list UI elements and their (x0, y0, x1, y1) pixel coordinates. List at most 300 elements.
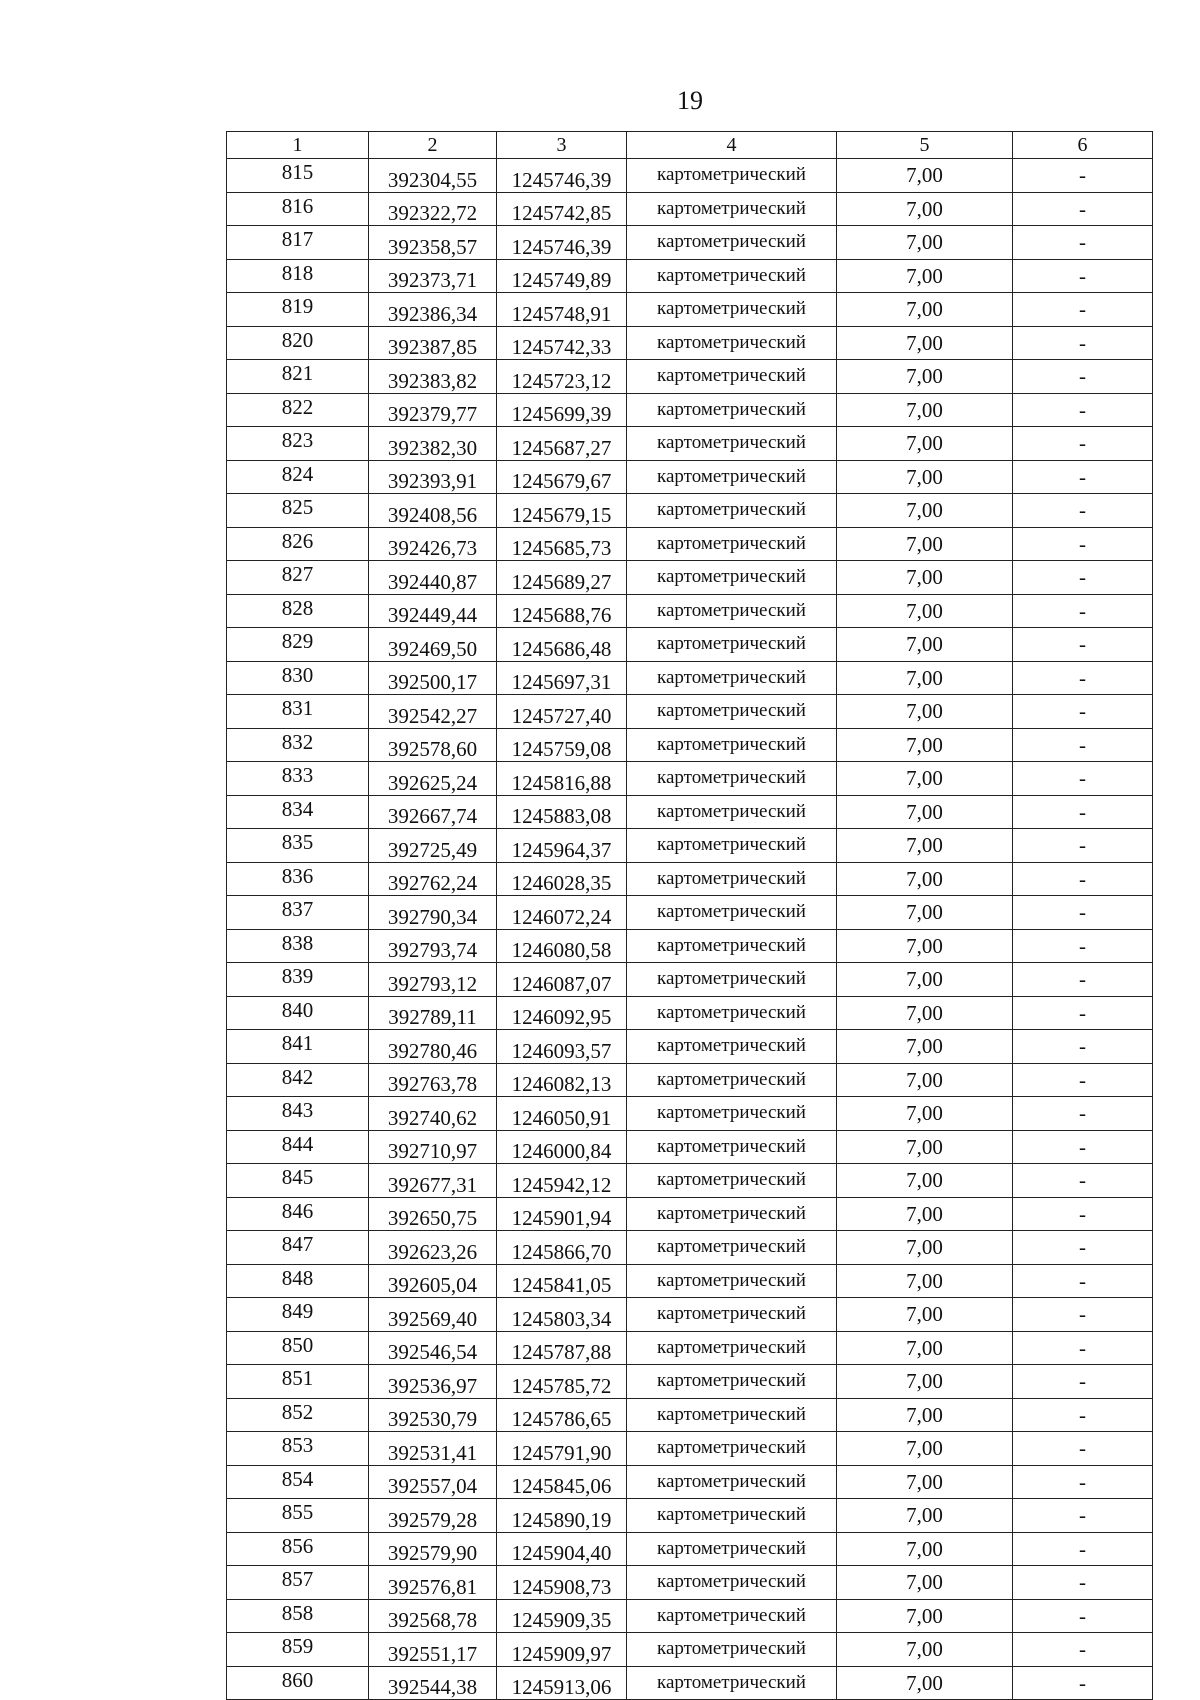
method-cell: картометрический (627, 829, 837, 863)
x-coordinate-cell: 392740,62 (369, 1097, 497, 1131)
table-row (227, 1532, 1153, 1566)
point-number-cell: 839 (227, 963, 369, 997)
note-cell: - (1013, 896, 1153, 930)
y-coordinate-cell: 1245727,40 (497, 695, 627, 729)
y-coordinate-cell: 1245746,39 (497, 226, 627, 260)
method-cell: картометрический (627, 929, 837, 963)
x-coordinate-cell: 392358,57 (369, 226, 497, 260)
note-cell: - (1013, 259, 1153, 293)
point-number-cell: 825 (227, 494, 369, 528)
note-cell: - (1013, 1666, 1153, 1700)
x-coordinate-cell: 392531,41 (369, 1432, 497, 1466)
point-number-cell: 837 (227, 896, 369, 930)
y-coordinate-cell: 1245791,90 (497, 1432, 627, 1466)
table-row (227, 527, 1153, 561)
x-coordinate-cell: 392544,38 (369, 1666, 497, 1700)
y-coordinate-cell: 1245749,89 (497, 259, 627, 293)
point-number-cell: 850 (227, 1331, 369, 1365)
table-row (227, 1465, 1153, 1499)
y-coordinate-cell: 1245890,19 (497, 1499, 627, 1533)
note-cell: - (1013, 326, 1153, 360)
y-coordinate-cell: 1245908,73 (497, 1566, 627, 1600)
x-coordinate-cell: 392623,26 (369, 1231, 497, 1265)
table-row (227, 494, 1153, 528)
page-number: 19 (677, 86, 703, 115)
x-coordinate-cell: 392578,60 (369, 728, 497, 762)
x-coordinate-cell: 392793,12 (369, 963, 497, 997)
y-coordinate-cell: 1245913,06 (497, 1666, 627, 1700)
method-cell: картометрический (627, 896, 837, 930)
accuracy-cell: 7,00 (837, 326, 1013, 360)
note-cell: - (1013, 1231, 1153, 1265)
y-coordinate-cell: 1245759,08 (497, 728, 627, 762)
x-coordinate-cell: 392762,24 (369, 862, 497, 896)
y-coordinate-cell: 1245689,27 (497, 561, 627, 595)
table-row (227, 929, 1153, 963)
table-row (227, 1298, 1153, 1332)
accuracy-cell: 7,00 (837, 226, 1013, 260)
table-header (227, 132, 1153, 159)
method-cell: картометрический (627, 192, 837, 226)
header-cell-3: 3 (497, 132, 627, 159)
method-cell: картометрический (627, 1264, 837, 1298)
header-cell-4: 4 (627, 132, 837, 159)
x-coordinate-cell: 392579,28 (369, 1499, 497, 1533)
accuracy-cell: 7,00 (837, 1432, 1013, 1466)
accuracy-cell: 7,00 (837, 1164, 1013, 1198)
x-coordinate-cell: 392569,40 (369, 1298, 497, 1332)
table-row (227, 1432, 1153, 1466)
x-coordinate-cell: 392677,31 (369, 1164, 497, 1198)
x-coordinate-cell: 392408,56 (369, 494, 497, 528)
y-coordinate-cell: 1245964,37 (497, 829, 627, 863)
table-row (227, 1231, 1153, 1265)
point-number-cell: 827 (227, 561, 369, 595)
table-row (227, 963, 1153, 997)
method-cell: картометрический (627, 293, 837, 327)
accuracy-cell: 7,00 (837, 795, 1013, 829)
table-row (227, 1164, 1153, 1198)
y-coordinate-cell: 1245686,48 (497, 628, 627, 662)
accuracy-cell: 7,00 (837, 460, 1013, 494)
note-cell: - (1013, 1633, 1153, 1667)
y-coordinate-cell: 1245679,67 (497, 460, 627, 494)
x-coordinate-cell: 392790,34 (369, 896, 497, 930)
method-cell: картометрический (627, 1365, 837, 1399)
note-cell: - (1013, 929, 1153, 963)
note-cell: - (1013, 1264, 1153, 1298)
note-cell: - (1013, 862, 1153, 896)
table-row (227, 192, 1153, 226)
note-cell: - (1013, 795, 1153, 829)
method-cell: картометрический (627, 1063, 837, 1097)
note-cell: - (1013, 427, 1153, 461)
table-row (227, 1599, 1153, 1633)
header-cell-5: 5 (837, 132, 1013, 159)
method-cell: картометрический (627, 1599, 837, 1633)
point-number-cell: 854 (227, 1465, 369, 1499)
accuracy-cell: 7,00 (837, 1566, 1013, 1600)
table-row (227, 695, 1153, 729)
note-cell: - (1013, 159, 1153, 193)
accuracy-cell: 7,00 (837, 259, 1013, 293)
x-coordinate-cell: 392449,44 (369, 594, 497, 628)
point-number-cell: 824 (227, 460, 369, 494)
accuracy-cell: 7,00 (837, 829, 1013, 863)
y-coordinate-cell: 1245685,73 (497, 527, 627, 561)
table-row (227, 829, 1153, 863)
point-number-cell: 855 (227, 1499, 369, 1533)
method-cell: картометрический (627, 1231, 837, 1265)
note-cell: - (1013, 1398, 1153, 1432)
point-number-cell: 835 (227, 829, 369, 863)
x-coordinate-cell: 392568,78 (369, 1599, 497, 1633)
header-cell-2: 2 (369, 132, 497, 159)
method-cell: картометрический (627, 1164, 837, 1198)
y-coordinate-cell: 1246093,57 (497, 1030, 627, 1064)
method-cell: картометрический (627, 795, 837, 829)
method-cell: картометрический (627, 661, 837, 695)
note-cell: - (1013, 360, 1153, 394)
table-row (227, 1264, 1153, 1298)
table-row (227, 226, 1153, 260)
note-cell: - (1013, 1331, 1153, 1365)
accuracy-cell: 7,00 (837, 427, 1013, 461)
accuracy-cell: 7,00 (837, 594, 1013, 628)
note-cell: - (1013, 561, 1153, 595)
accuracy-cell: 7,00 (837, 1365, 1013, 1399)
note-cell: - (1013, 192, 1153, 226)
accuracy-cell: 7,00 (837, 159, 1013, 193)
note-cell: - (1013, 996, 1153, 1030)
header-cell-6: 6 (1013, 132, 1153, 159)
note-cell: - (1013, 226, 1153, 260)
y-coordinate-cell: 1245841,05 (497, 1264, 627, 1298)
point-number-cell: 843 (227, 1097, 369, 1131)
table-row (227, 996, 1153, 1030)
y-coordinate-cell: 1246072,24 (497, 896, 627, 930)
table-row (227, 326, 1153, 360)
point-number-cell: 845 (227, 1164, 369, 1198)
x-coordinate-cell: 392542,27 (369, 695, 497, 729)
y-coordinate-cell: 1245742,33 (497, 326, 627, 360)
accuracy-cell: 7,00 (837, 762, 1013, 796)
method-cell: картометрический (627, 494, 837, 528)
x-coordinate-cell: 392725,49 (369, 829, 497, 863)
y-coordinate-cell: 1246092,95 (497, 996, 627, 1030)
point-number-cell: 838 (227, 929, 369, 963)
table-row (227, 293, 1153, 327)
table-row (227, 1097, 1153, 1131)
note-cell: - (1013, 1499, 1153, 1533)
note-cell: - (1013, 293, 1153, 327)
note-cell: - (1013, 1130, 1153, 1164)
table-row (227, 661, 1153, 695)
y-coordinate-cell: 1245742,85 (497, 192, 627, 226)
y-coordinate-cell: 1245723,12 (497, 360, 627, 394)
accuracy-cell: 7,00 (837, 1633, 1013, 1667)
note-cell: - (1013, 1164, 1153, 1198)
table-row (227, 862, 1153, 896)
accuracy-cell: 7,00 (837, 728, 1013, 762)
y-coordinate-cell: 1245785,72 (497, 1365, 627, 1399)
point-number-cell: 846 (227, 1197, 369, 1231)
x-coordinate-cell: 392383,82 (369, 360, 497, 394)
accuracy-cell: 7,00 (837, 527, 1013, 561)
x-coordinate-cell: 392440,87 (369, 561, 497, 595)
table-row (227, 1666, 1153, 1700)
note-cell: - (1013, 1432, 1153, 1466)
note-cell: - (1013, 1599, 1153, 1633)
accuracy-cell: 7,00 (837, 661, 1013, 695)
x-coordinate-cell: 392393,91 (369, 460, 497, 494)
method-cell: картометрический (627, 159, 837, 193)
x-coordinate-cell: 392530,79 (369, 1398, 497, 1432)
table-row (227, 427, 1153, 461)
x-coordinate-cell: 392469,50 (369, 628, 497, 662)
x-coordinate-cell: 392789,11 (369, 996, 497, 1030)
y-coordinate-cell: 1246028,35 (497, 862, 627, 896)
point-number-cell: 849 (227, 1298, 369, 1332)
accuracy-cell: 7,00 (837, 293, 1013, 327)
accuracy-cell: 7,00 (837, 1398, 1013, 1432)
y-coordinate-cell: 1245746,39 (497, 159, 627, 193)
y-coordinate-cell: 1245697,31 (497, 661, 627, 695)
method-cell: картометрический (627, 1499, 837, 1533)
point-number-cell: 836 (227, 862, 369, 896)
accuracy-cell: 7,00 (837, 1264, 1013, 1298)
note-cell: - (1013, 695, 1153, 729)
table-body (227, 159, 1153, 1700)
method-cell: картометрический (627, 728, 837, 762)
y-coordinate-cell: 1245816,88 (497, 762, 627, 796)
accuracy-cell: 7,00 (837, 1599, 1013, 1633)
y-coordinate-cell: 1245679,15 (497, 494, 627, 528)
x-coordinate-cell: 392625,24 (369, 762, 497, 796)
note-cell: - (1013, 829, 1153, 863)
table-row (227, 1197, 1153, 1231)
header-row (227, 132, 1153, 159)
point-number-cell: 860 (227, 1666, 369, 1700)
y-coordinate-cell: 1245909,97 (497, 1633, 627, 1667)
method-cell: картометрический (627, 1097, 837, 1131)
method-cell: картометрический (627, 360, 837, 394)
method-cell: картометрический (627, 996, 837, 1030)
method-cell: картометрический (627, 963, 837, 997)
table-row (227, 393, 1153, 427)
y-coordinate-cell: 1245883,08 (497, 795, 627, 829)
note-cell: - (1013, 494, 1153, 528)
note-cell: - (1013, 1197, 1153, 1231)
note-cell: - (1013, 1097, 1153, 1131)
method-cell: картометрический (627, 1030, 837, 1064)
table-row (227, 628, 1153, 662)
accuracy-cell: 7,00 (837, 1197, 1013, 1231)
x-coordinate-cell: 392763,78 (369, 1063, 497, 1097)
point-number-cell: 819 (227, 293, 369, 327)
table-row (227, 460, 1153, 494)
y-coordinate-cell: 1245687,27 (497, 427, 627, 461)
method-cell: картометрический (627, 762, 837, 796)
table-row (227, 1130, 1153, 1164)
y-coordinate-cell: 1245942,12 (497, 1164, 627, 1198)
table-row (227, 1633, 1153, 1667)
table-row (227, 728, 1153, 762)
accuracy-cell: 7,00 (837, 494, 1013, 528)
method-cell: картометрический (627, 393, 837, 427)
accuracy-cell: 7,00 (837, 929, 1013, 963)
y-coordinate-cell: 1245688,76 (497, 594, 627, 628)
x-coordinate-cell: 392579,90 (369, 1532, 497, 1566)
accuracy-cell: 7,00 (837, 561, 1013, 595)
x-coordinate-cell: 392551,17 (369, 1633, 497, 1667)
table-row (227, 896, 1153, 930)
accuracy-cell: 7,00 (837, 996, 1013, 1030)
x-coordinate-cell: 392667,74 (369, 795, 497, 829)
method-cell: картометрический (627, 460, 837, 494)
accuracy-cell: 7,00 (837, 1030, 1013, 1064)
x-coordinate-cell: 392500,17 (369, 661, 497, 695)
y-coordinate-cell: 1245787,88 (497, 1331, 627, 1365)
note-cell: - (1013, 963, 1153, 997)
table-row (227, 159, 1153, 193)
method-cell: картометрический (627, 1465, 837, 1499)
x-coordinate-cell: 392605,04 (369, 1264, 497, 1298)
method-cell: картометрический (627, 527, 837, 561)
note-cell: - (1013, 594, 1153, 628)
method-cell: картометрический (627, 226, 837, 260)
note-cell: - (1013, 1030, 1153, 1064)
method-cell: картометрический (627, 1130, 837, 1164)
point-number-cell: 848 (227, 1264, 369, 1298)
note-cell: - (1013, 1566, 1153, 1600)
x-coordinate-cell: 392426,73 (369, 527, 497, 561)
accuracy-cell: 7,00 (837, 393, 1013, 427)
y-coordinate-cell: 1245866,70 (497, 1231, 627, 1265)
method-cell: картометрический (627, 628, 837, 662)
x-coordinate-cell: 392546,54 (369, 1331, 497, 1365)
note-cell: - (1013, 661, 1153, 695)
point-number-cell: 816 (227, 192, 369, 226)
x-coordinate-cell: 392386,34 (369, 293, 497, 327)
method-cell: картометрический (627, 695, 837, 729)
accuracy-cell: 7,00 (837, 1666, 1013, 1700)
point-number-cell: 857 (227, 1566, 369, 1600)
method-cell: картометрический (627, 1666, 837, 1700)
point-number-cell: 821 (227, 360, 369, 394)
point-number-cell: 842 (227, 1063, 369, 1097)
method-cell: картометрический (627, 1197, 837, 1231)
method-cell: картометрический (627, 561, 837, 595)
point-number-cell: 828 (227, 594, 369, 628)
accuracy-cell: 7,00 (837, 963, 1013, 997)
method-cell: картометрический (627, 1432, 837, 1466)
point-number-cell: 829 (227, 628, 369, 662)
accuracy-cell: 7,00 (837, 1499, 1013, 1533)
method-cell: картометрический (627, 1532, 837, 1566)
point-number-cell: 832 (227, 728, 369, 762)
method-cell: картометрический (627, 326, 837, 360)
table-row (227, 360, 1153, 394)
accuracy-cell: 7,00 (837, 1331, 1013, 1365)
table-row (227, 561, 1153, 595)
y-coordinate-cell: 1246050,91 (497, 1097, 627, 1131)
x-coordinate-cell: 392536,97 (369, 1365, 497, 1399)
x-coordinate-cell: 392387,85 (369, 326, 497, 360)
method-cell: картометрический (627, 1298, 837, 1332)
x-coordinate-cell: 392557,04 (369, 1465, 497, 1499)
accuracy-cell: 7,00 (837, 695, 1013, 729)
accuracy-cell: 7,00 (837, 360, 1013, 394)
y-coordinate-cell: 1245901,94 (497, 1197, 627, 1231)
method-cell: картометрический (627, 1398, 837, 1432)
note-cell: - (1013, 728, 1153, 762)
point-number-cell: 856 (227, 1532, 369, 1566)
x-coordinate-cell: 392304,55 (369, 159, 497, 193)
note-cell: - (1013, 762, 1153, 796)
y-coordinate-cell: 1246087,07 (497, 963, 627, 997)
note-cell: - (1013, 1532, 1153, 1566)
table-row (227, 795, 1153, 829)
method-cell: картометрический (627, 1331, 837, 1365)
note-cell: - (1013, 1465, 1153, 1499)
note-cell: - (1013, 460, 1153, 494)
method-cell: картометрический (627, 1566, 837, 1600)
y-coordinate-cell: 1246080,58 (497, 929, 627, 963)
accuracy-cell: 7,00 (837, 896, 1013, 930)
note-cell: - (1013, 1063, 1153, 1097)
point-number-cell: 853 (227, 1432, 369, 1466)
point-number-cell: 858 (227, 1599, 369, 1633)
point-number-cell: 847 (227, 1231, 369, 1265)
table-row (227, 762, 1153, 796)
accuracy-cell: 7,00 (837, 1063, 1013, 1097)
table-row (227, 1566, 1153, 1600)
x-coordinate-cell: 392322,72 (369, 192, 497, 226)
accuracy-cell: 7,00 (837, 1465, 1013, 1499)
y-coordinate-cell: 1245699,39 (497, 393, 627, 427)
y-coordinate-cell: 1245803,34 (497, 1298, 627, 1332)
note-cell: - (1013, 1365, 1153, 1399)
point-number-cell: 852 (227, 1398, 369, 1432)
point-number-cell: 831 (227, 695, 369, 729)
x-coordinate-cell: 392576,81 (369, 1566, 497, 1600)
x-coordinate-cell: 392710,97 (369, 1130, 497, 1164)
point-number-cell: 834 (227, 795, 369, 829)
header-cell-1: 1 (227, 132, 369, 159)
x-coordinate-cell: 392382,30 (369, 427, 497, 461)
y-coordinate-cell: 1246082,13 (497, 1063, 627, 1097)
note-cell: - (1013, 527, 1153, 561)
table-row (227, 1030, 1153, 1064)
table-row (227, 259, 1153, 293)
accuracy-cell: 7,00 (837, 628, 1013, 662)
method-cell: картометрический (627, 427, 837, 461)
y-coordinate-cell: 1246000,84 (497, 1130, 627, 1164)
point-number-cell: 859 (227, 1633, 369, 1667)
table-row (227, 1365, 1153, 1399)
accuracy-cell: 7,00 (837, 192, 1013, 226)
point-number-cell: 818 (227, 259, 369, 293)
table-row (227, 1063, 1153, 1097)
y-coordinate-cell: 1245845,06 (497, 1465, 627, 1499)
accuracy-cell: 7,00 (837, 1130, 1013, 1164)
x-coordinate-cell: 392793,74 (369, 929, 497, 963)
x-coordinate-cell: 392780,46 (369, 1030, 497, 1064)
coordinates-table (226, 131, 1153, 1700)
point-number-cell: 844 (227, 1130, 369, 1164)
point-number-cell: 833 (227, 762, 369, 796)
